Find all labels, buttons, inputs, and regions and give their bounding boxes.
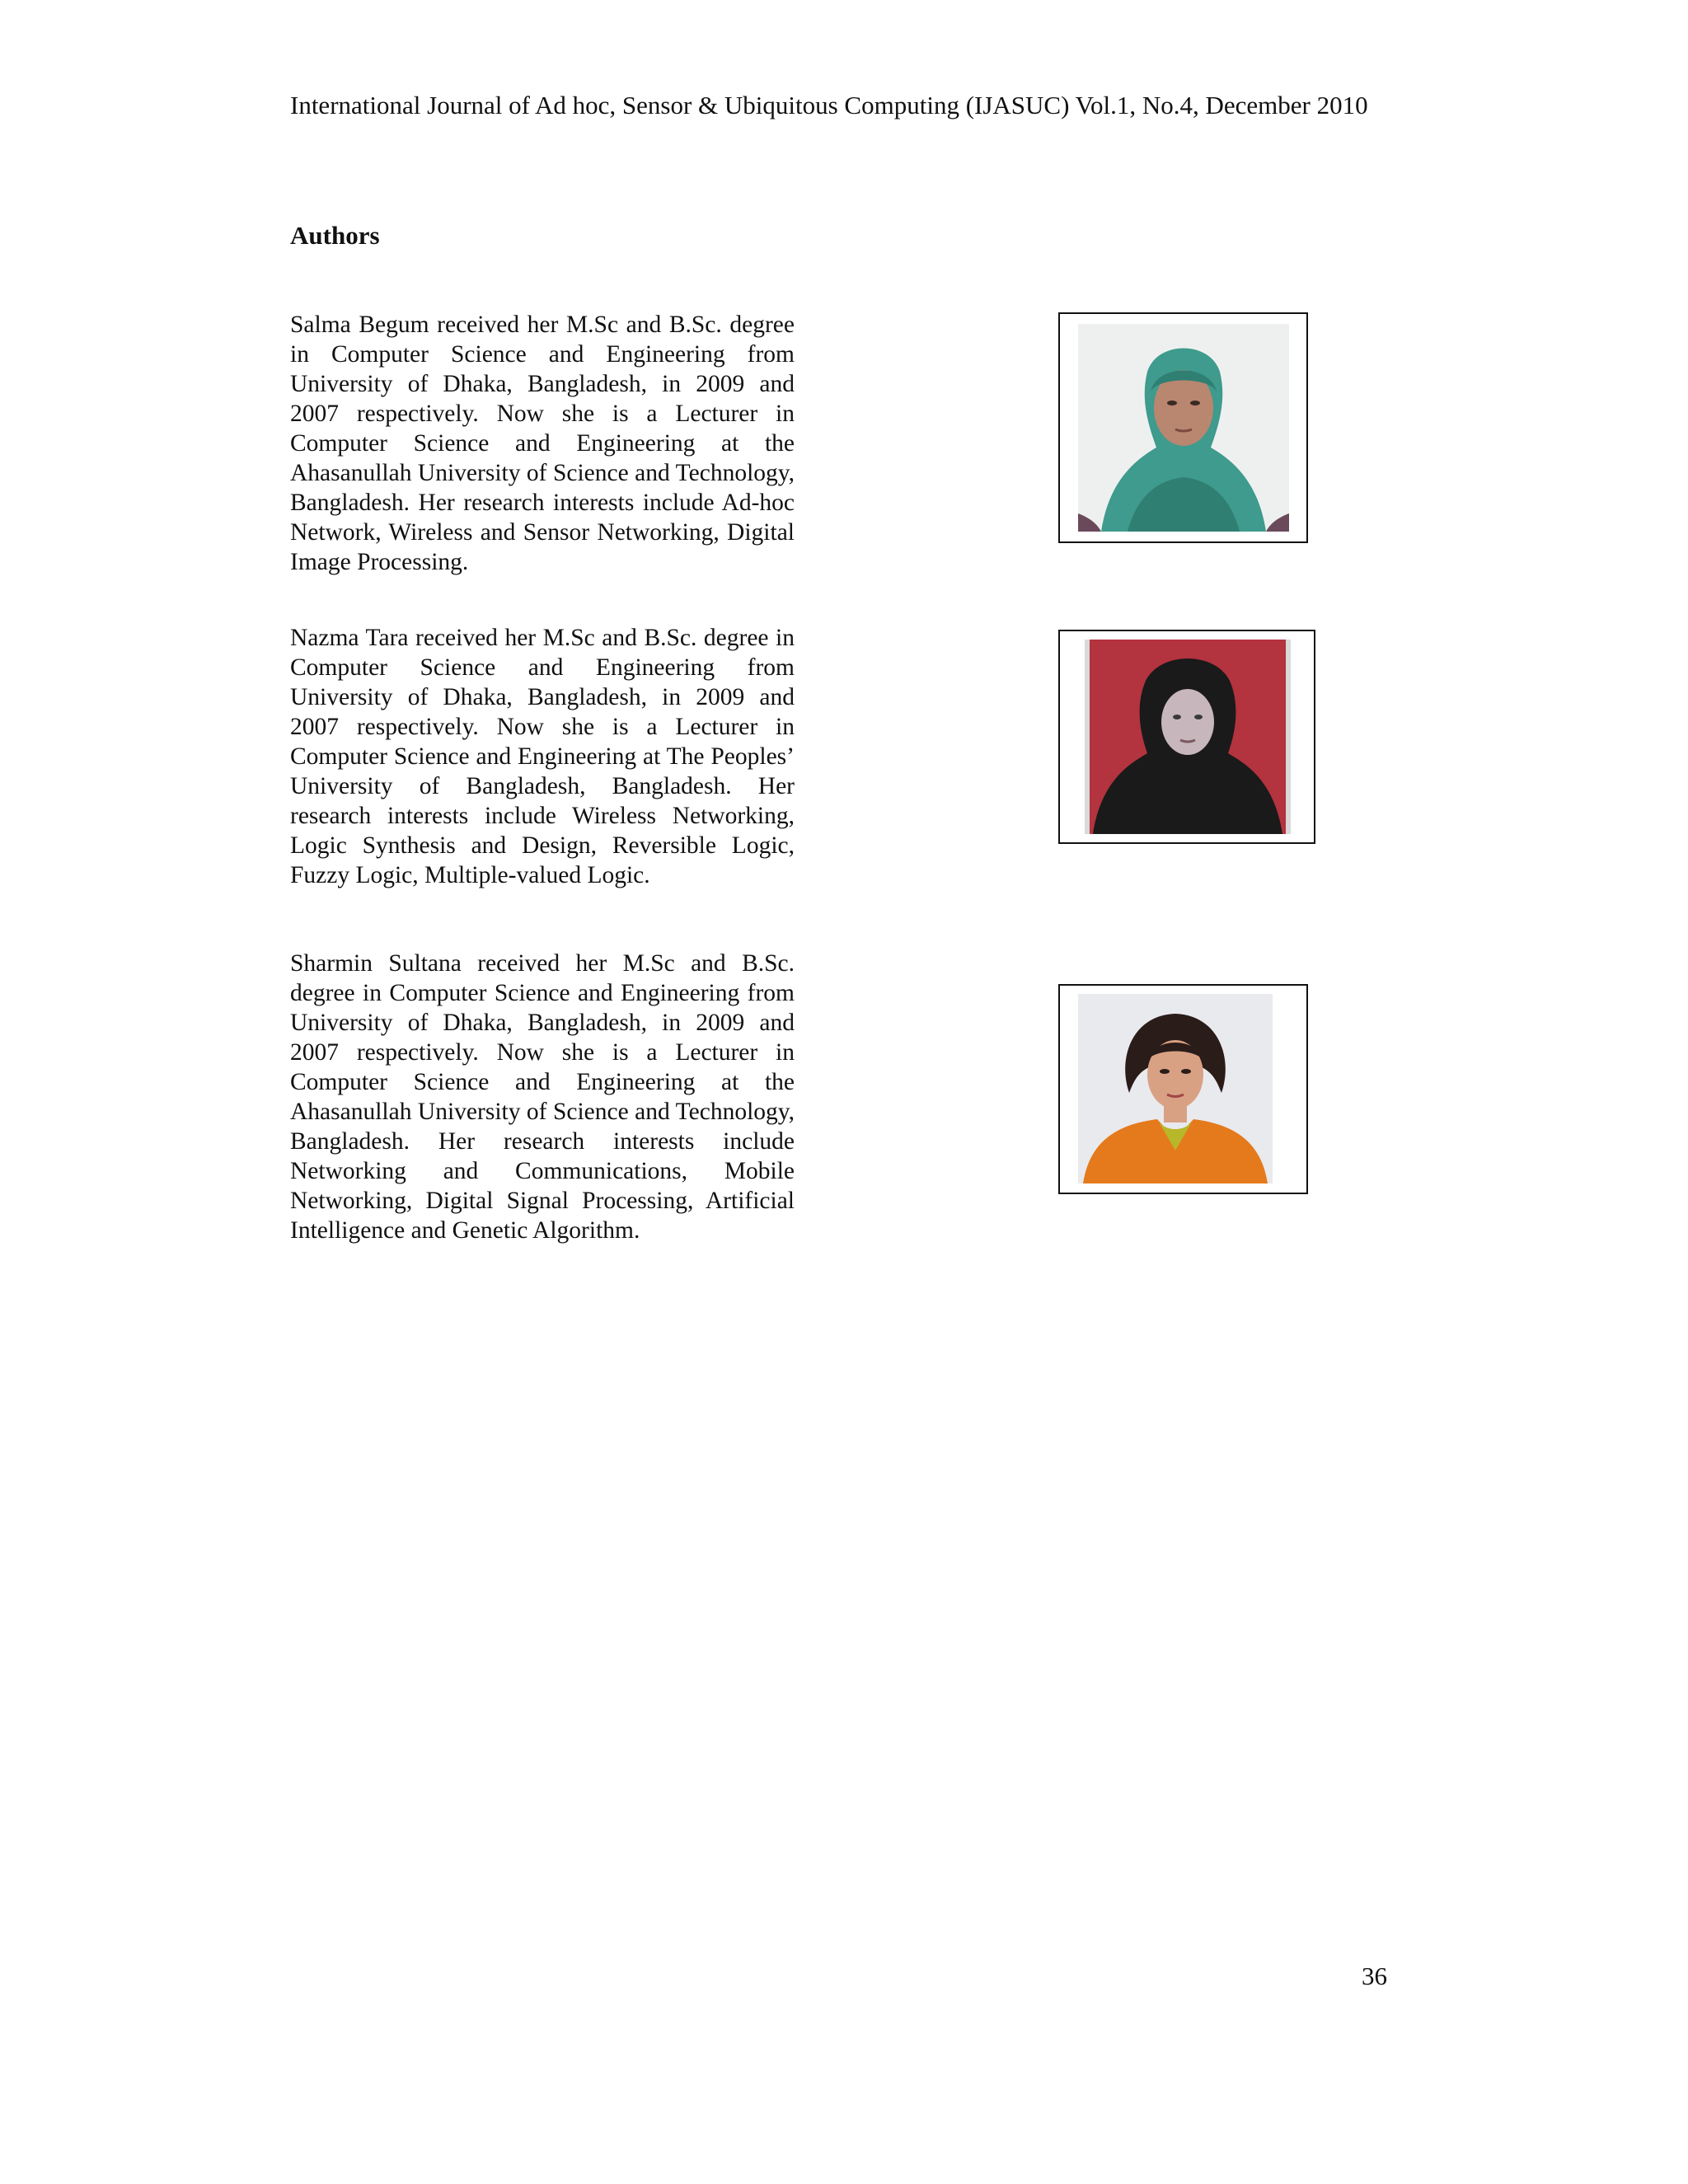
author-photo-3 xyxy=(1058,984,1308,1194)
running-header: International Journal of Ad hoc, Sensor & Ubiquitous Computing (IJASUC) Vol.1, No.4, December 2010 xyxy=(290,91,1368,120)
author-bio-2: Nazma Tara received her M.Sc and B.Sc. degree in Computer Science and Engineering from University of Dhaka, Bangladesh, in 2009 and 2007 respectively. Now she is a Lecturer in Computer Science and Engineering at The Peoples’ University of Bangladesh, Bangladesh. Her research interests include Wireless Networking, Logic Synthesis and Design, Reversible Logic, Fuzzy Logic, Multiple-valued Logic. xyxy=(290,625,795,888)
page-number: 36 xyxy=(1362,1961,1387,1990)
portrait-photo-3 xyxy=(1078,994,1273,1183)
author-bio-3: Sharmin Sultana received her M.Sc and B.Sc. degree in Computer Science and Engineering from University of Dhaka, Bangladesh, in 2009 and 2007 respectively. Now she is a Lecturer in Computer Science and Engineering at the Ahasanullah University of Science and Technology, Bangladesh. Her research interests include Networking and Communications, Mobile Networking, Digital Signal Processing, Artificial Intelligence and Genetic Algorithm. xyxy=(290,950,795,1244)
portrait-photo-1 xyxy=(1078,324,1289,532)
author-photo-1 xyxy=(1058,312,1308,543)
author-bio-1: Salma Begum received her M.Sc and B.Sc. degree in Computer Science and Engineering from University of Dhaka, Bangladesh, in 2009 and 2007 respectively. Now she is a Lecturer in Computer Science and Engineering at the Ahasanullah University of Science and Technology, Bangladesh. Her research interests include Ad-hoc Network, Wireless and Sensor Networking, Digital Image Processing. xyxy=(290,312,795,575)
section-heading-authors: Authors xyxy=(290,221,380,250)
author-photo-2 xyxy=(1058,630,1315,844)
portrait-photo-2 xyxy=(1085,640,1291,834)
